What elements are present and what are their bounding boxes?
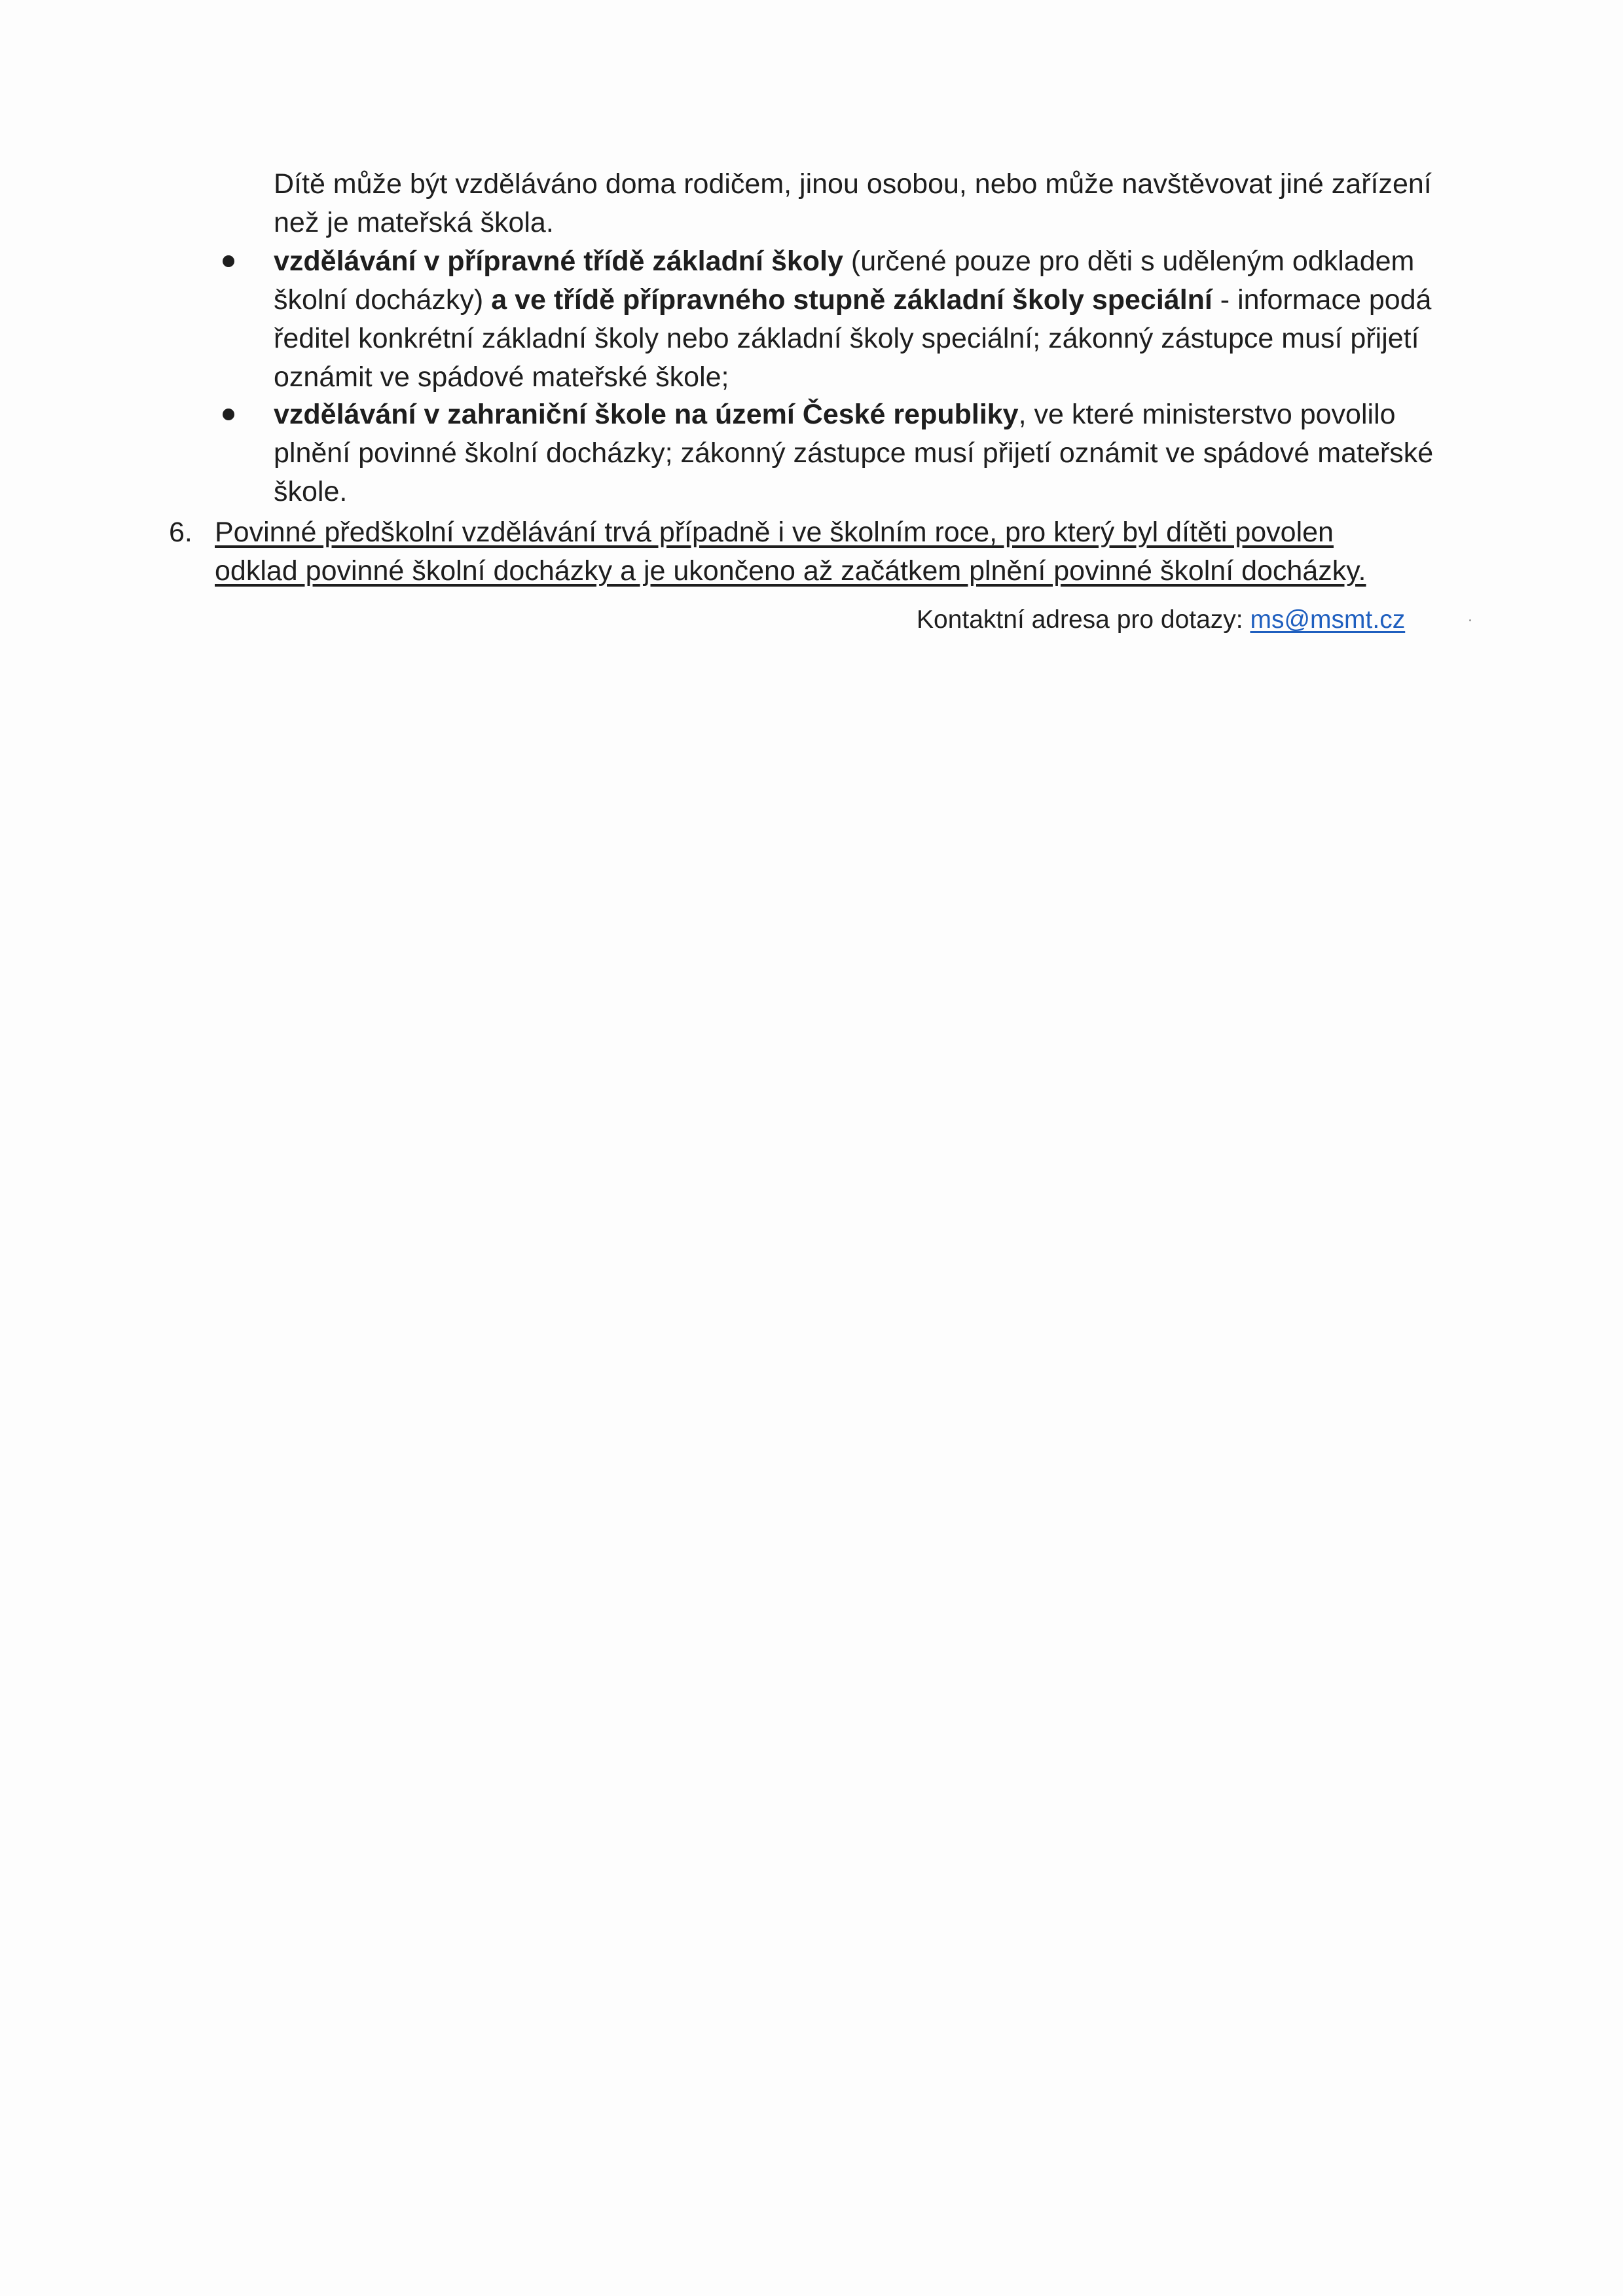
bullet-line: oznámit ve spádové mateřské škole;: [274, 361, 729, 393]
contact-line: [917, 604, 1405, 636]
bullet-line: vzdělávání v zahraniční škole na území České republiky, ve které ministerstvo povolilo: [274, 399, 1396, 430]
item-number: 6.: [169, 517, 192, 548]
bullet-line: plnění povinné školní docházky; zákonný zástupce musí přijetí oznámit ve spádové mateřské: [274, 437, 1434, 469]
contact-label: Kontaktní adresa pro dotazy:: [917, 606, 1243, 634]
numbered-line-1: Povinné předškolní vzdělávání trvá případně i ve školním roce, pro který byl dítěti povolen: [215, 517, 1334, 548]
bullet-line: školní docházky) a ve třídě přípravného stupně základní školy speciální - informace podá: [274, 284, 1432, 316]
scan-speck: [1469, 619, 1471, 621]
bullet-line: vzdělávání v přípravné třídě základní školy (určené pouze pro děti s uděleným odkladem: [274, 246, 1415, 277]
contact-email-link[interactable]: ms@msmt.cz: [1250, 606, 1406, 634]
continuation-paragraph: [274, 165, 1452, 242]
bullet-line: škole.: [274, 476, 348, 507]
bullet-line: ředitel konkrétní základní školy nebo základní školy speciální; zákonný zástupce musí přijetí: [274, 323, 1419, 354]
numbered-item-text: [215, 513, 1453, 591]
bullet-text: [274, 395, 1452, 511]
continuation-line-1: Dítě může být vzděláváno doma rodičem, jinou osobou, nebo může navštěvovat jiné zařízení: [274, 168, 1432, 200]
numbered-line-2: odklad povinné školní docházky a je ukončeno až začátkem plnění povinné školní docházky.: [215, 555, 1366, 587]
bullet-icon: [223, 409, 234, 420]
continuation-line-2: než je mateřská škola.: [274, 207, 554, 238]
bullet-icon: [223, 255, 234, 267]
bullet-text: [274, 242, 1452, 397]
